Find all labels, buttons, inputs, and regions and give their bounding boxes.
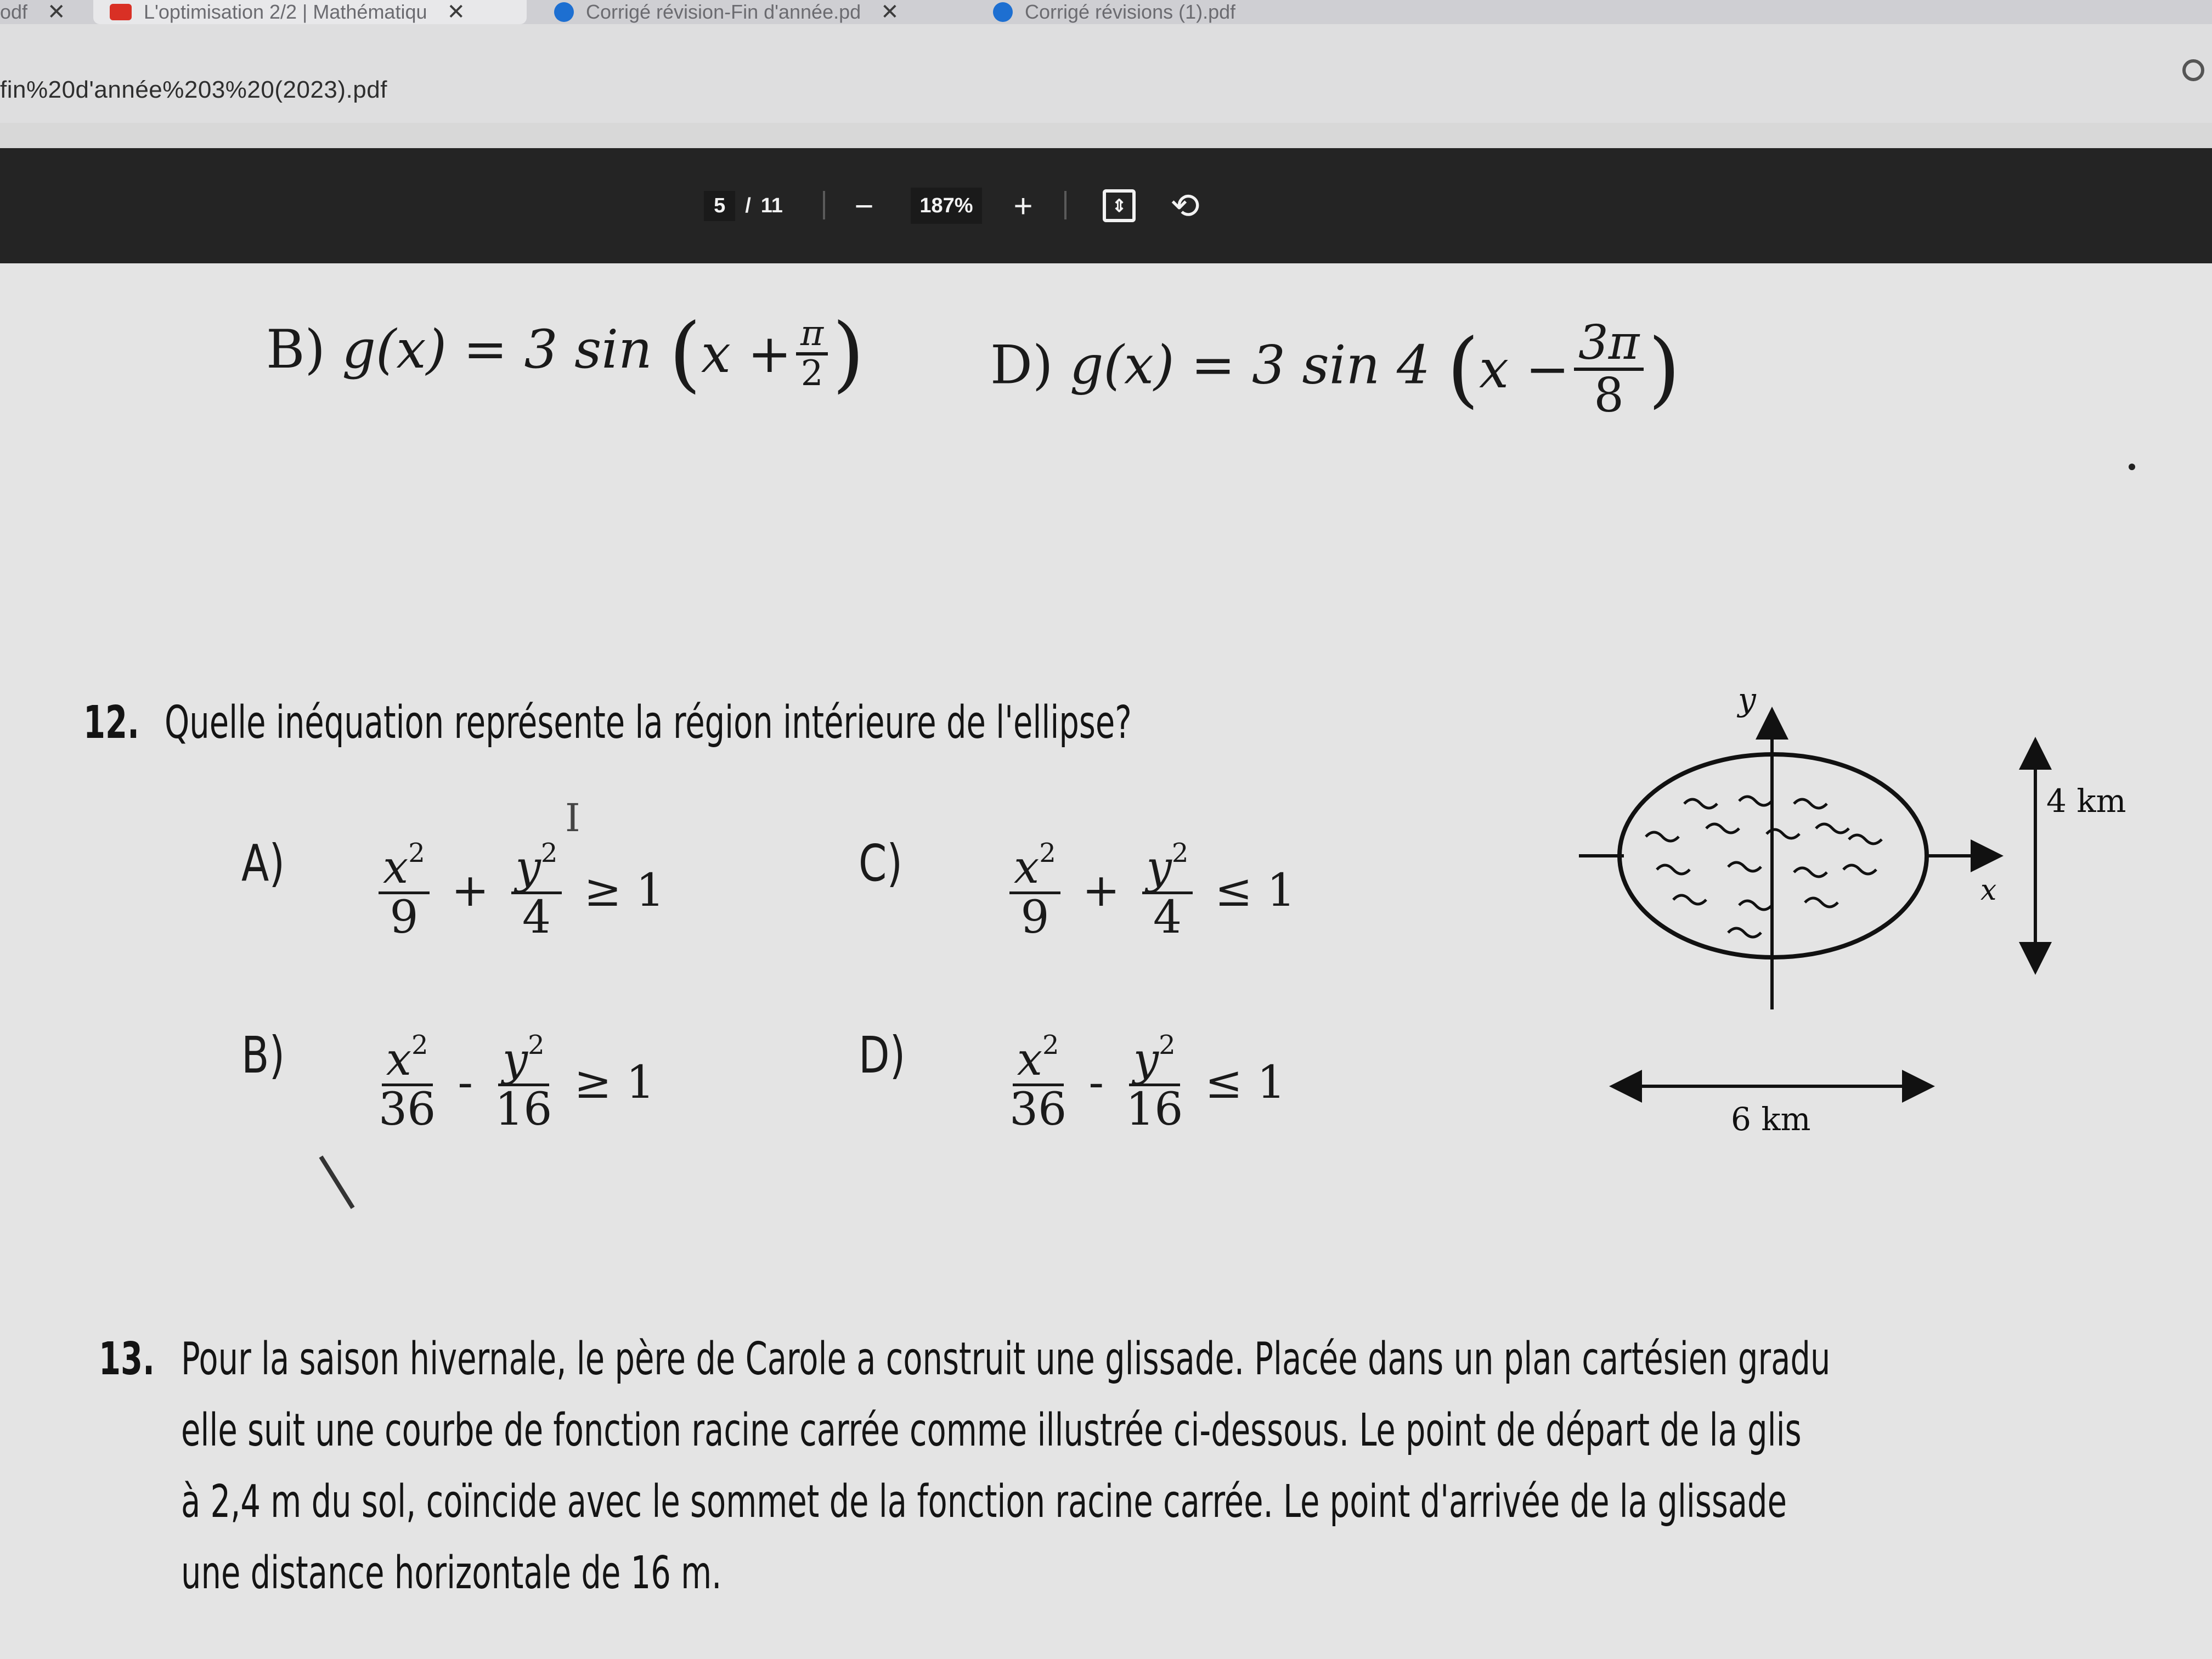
rotate-button[interactable]: ⟲ [1170, 185, 1200, 225]
wave-mark [1816, 824, 1849, 833]
youtube-favicon-icon [110, 4, 132, 20]
fraction [796, 315, 828, 392]
numerator-var: x [386, 1034, 412, 1086]
browser-tab[interactable] [543, 0, 971, 24]
question-text-line: elle suit une courbe de fonction racine carrée comme illustrée ci-dessous. Le point de départ de la glis [181, 1404, 1802, 1457]
fraction [1009, 1030, 1067, 1136]
wave-mark [1684, 799, 1717, 808]
tab-label: odf [0, 1, 28, 23]
wave-mark [1673, 895, 1706, 904]
option-label: D) [990, 334, 1053, 396]
fraction-denominator: 9 [1020, 891, 1049, 944]
paren-open: ( [1447, 321, 1479, 417]
numerator-var: y [502, 1034, 528, 1086]
relation: ≥ 1 [584, 864, 665, 917]
equation-lhs: g(x) = 3 sin [342, 319, 652, 380]
fraction [511, 838, 562, 944]
wave-mark [1706, 824, 1739, 833]
wave-mark [1657, 865, 1690, 874]
numerator-var: y [1133, 1034, 1159, 1086]
pen-mark [319, 1155, 354, 1209]
width-label: 6 km [1731, 1101, 1811, 1138]
question-text-line: Pour la saison hivernale, le père de Carole a construit une glissade. Placée dans un plan cartésien gradu [181, 1333, 1831, 1385]
page-separator: / [745, 194, 751, 217]
q11-option-d [990, 315, 1680, 424]
numerator-var: x [1014, 842, 1040, 894]
wave-mark [1843, 865, 1876, 874]
exponent: 2 [1042, 1030, 1059, 1060]
relation: ≤ 1 [1205, 1056, 1286, 1109]
option-label: B) [241, 1026, 285, 1085]
paren-close: ) [832, 306, 865, 402]
question-text-line: à 2,4 m du sol, coïncide avec le sommet de la fonction racine carrée. Le point d'arrivée de la glissade [181, 1476, 1787, 1528]
question-number: 13. [99, 1333, 155, 1385]
fraction-denominator: 2 [800, 353, 823, 394]
tab-close-icon[interactable]: ✕ [881, 0, 899, 24]
pdf-favicon-icon [993, 2, 1013, 22]
exponent: 2 [411, 1030, 428, 1060]
fraction-denominator: 16 [1126, 1084, 1183, 1136]
pdf-favicon-icon [554, 2, 574, 22]
pdf-page [0, 263, 2212, 1659]
question-text-line: une distance horizontale de 16 m. [181, 1547, 722, 1599]
wave-mark [1794, 799, 1827, 808]
option-label: B) [266, 319, 325, 380]
tab-strip [0, 0, 2212, 24]
fraction [1126, 1030, 1183, 1136]
q11-option-b [266, 306, 865, 402]
exponent: 2 [1171, 838, 1189, 868]
fraction [495, 1030, 552, 1136]
operator: + [451, 864, 489, 917]
text-cursor-icon: I [565, 795, 580, 840]
wave-mark [1849, 835, 1882, 844]
fraction-denominator: 16 [495, 1084, 552, 1136]
fraction-numerator: π [796, 315, 828, 356]
operator: - [458, 1056, 473, 1109]
relation: ≥ 1 [574, 1056, 655, 1109]
relation: ≤ 1 [1215, 864, 1296, 917]
fraction-denominator: 8 [1594, 368, 1624, 424]
exponent: 2 [540, 838, 558, 868]
inequality-option-a [379, 838, 665, 944]
pdf-toolbar [0, 148, 2212, 263]
wave-mark [1739, 901, 1772, 910]
page-current-input[interactable]: 5 [704, 191, 735, 221]
x-axis-label: x [1980, 874, 1997, 907]
inequality-option-d [1009, 1030, 1286, 1136]
fraction-denominator: 36 [379, 1084, 436, 1136]
zoom-in-button[interactable]: + [1013, 187, 1033, 224]
browser-tab[interactable] [0, 0, 88, 24]
fraction [379, 838, 430, 944]
toolbar-divider [823, 191, 825, 219]
wave-mark [1728, 928, 1761, 937]
fraction-denominator: 9 [390, 891, 419, 944]
page-total: 11 [760, 194, 783, 217]
address-bar[interactable] [0, 24, 2212, 123]
equation-lhs: g(x) = 3 sin 4 [1069, 334, 1430, 396]
toolbar-divider [1064, 191, 1066, 219]
fit-page-button[interactable] [1103, 189, 1136, 222]
question-text: Quelle inéquation représente la région intérieure de l'ellipse? [165, 697, 1132, 749]
numerator-var: y [1146, 842, 1172, 894]
exponent: 2 [408, 838, 425, 868]
y-axis-label: y [1738, 691, 1756, 718]
exponent: 2 [1039, 838, 1056, 868]
inequality-option-c [1009, 838, 1296, 944]
tab-close-icon[interactable]: ✕ [447, 0, 466, 24]
fraction-denominator: 36 [1009, 1084, 1067, 1136]
numerator-var: y [515, 842, 541, 894]
operator: - [1088, 1056, 1104, 1109]
option-label: D) [859, 1026, 906, 1085]
equation-term: x − [1479, 338, 1570, 400]
wave-mark [1794, 868, 1827, 877]
fit-page-icon: ⇕ [1111, 196, 1127, 216]
tab-label: Corrigé révision-Fin d'année.pd [586, 1, 861, 23]
inequality-option-b [379, 1030, 655, 1136]
question-number: 12. [83, 697, 139, 749]
fraction [1142, 838, 1193, 944]
numerator-var: x [1017, 1034, 1043, 1086]
exponent: 2 [1159, 1030, 1176, 1060]
fraction-numerator: 3π [1574, 318, 1644, 371]
browser-tab-active[interactable] [93, 0, 527, 24]
stray-mark [2129, 464, 2135, 470]
option-label: A) [241, 834, 285, 893]
fraction-denominator: 4 [1153, 891, 1182, 944]
wave-mark [1805, 898, 1838, 907]
url-text[interactable]: fin%20d'année%203%20(2023).pdf [0, 76, 387, 103]
search-icon[interactable] [2182, 59, 2204, 81]
page-indicator[interactable] [692, 148, 794, 263]
tab-close-icon[interactable]: ✕ [47, 0, 66, 24]
wave-mark [1728, 862, 1761, 871]
wave-mark [1739, 797, 1772, 805]
paren-open: ( [669, 306, 701, 402]
tab-label: Corrigé révisions (1).pdf [1025, 1, 1236, 23]
fraction-denominator: 4 [522, 891, 551, 944]
ellipse-figure [1575, 691, 2189, 1141]
browser-tab[interactable] [982, 0, 1333, 24]
tab-label: L'optimisation 2/2 | Mathématiqu [144, 1, 427, 23]
equation-term: x + [701, 323, 792, 385]
fraction [379, 1030, 436, 1136]
option-label: C) [859, 834, 903, 893]
numerator-var: x [383, 842, 409, 894]
wave-mark [1646, 832, 1679, 841]
zoom-level-input[interactable]: 187% [911, 188, 982, 224]
fraction [1574, 315, 1644, 424]
exponent: 2 [528, 1030, 545, 1060]
height-label: 4 km [2046, 782, 2126, 820]
operator: + [1082, 864, 1120, 917]
fraction [1009, 838, 1060, 944]
zoom-out-button[interactable]: − [854, 187, 874, 224]
paren-close: ) [1648, 321, 1680, 417]
